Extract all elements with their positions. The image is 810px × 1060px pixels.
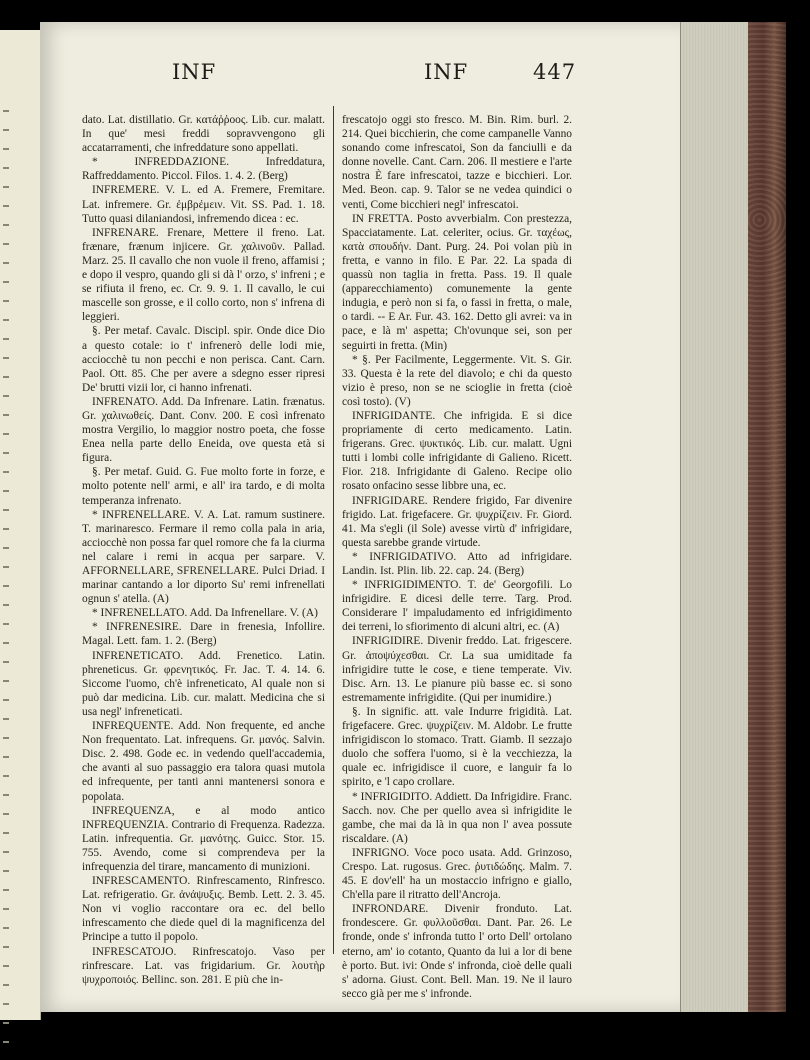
dictionary-entry: INFRIGIDARE. Rendere frigido, Far divenire frigido. Lat. frigefacere. Gr. ψυχρίζειν. Fr. Giord. 41. Ma s'egli (il Sole) avesse virtù d' infrigidare, questa sarebbe grande virtude. <box>342 494 572 549</box>
dictionary-entry: §. In signific. att. vale Indurre frigidità. Lat. frigefacere. Grec. ψυχρίζειν. M. Aldobr. Le frutte infrigidiscon lo stomaco. Tratt. Giamb. Il sezzajo duolo che soffera l'uomo, si è la vecchiezza, la quale ec. infrigidisce il cuore, e languir fa lo spirito, e 'l capo crollare. <box>342 705 572 789</box>
dictionary-entry: INFRIGNO. Voce poco usata. Add. Grinzoso, Crespo. Lat. rugosus. Grec. ῥυτιδώδης. Malm. 7. 45. E dov'ell' ha un mostaccio infrigno e giallo, Ch'ella pare il ritratto dell'Ancroja. <box>342 846 572 902</box>
dictionary-entry: INFRENETICATO. Add. Frenetico. Latin. phreneticus. Gr. φρενητικός. Fr. Jac. T. 4. 14. 6. Siccome l'uomo, ch'è infreneticato, Al quale non si può dar medicina. Lib. cur. malatt. Medicina che si usa negl' infreneticati. <box>82 649 325 718</box>
dictionary-entry: INFREQUENTE. Add. Non frequente, ed anche Non frequentato. Lat. infrequens. Gr. μανός. Salvin. Disc. 2. 498. Gode ec. in vedendo quell'accademia, che avanti al suo passaggio era talora quasi mutola ed infrequente, per tanti anni mantenersi sonora e popolata. <box>82 720 325 803</box>
dictionary-entry: * INFRENELLARE. V. A. Lat. ramum sustinere. T. marinaresco. Fermare il remo colla pala in aria, acciocchè non possa far quel romore che fa la ciurma nel calare i remi in acqua per sarpare. V. AFFORNELLARE, SFRENELLARE. Pulci Driad. I marinar cantando a lor diporto Su' remi infrenellati ognun s' atella. (A) <box>82 508 325 606</box>
dictionary-entry: INFRIGIDIRE. Divenir freddo. Lat. frigescere. Gr. ἀποψύχεσθαι. Cr. La sua umiditade fa infrigidire tutte le cose, e tiene temperate. Viv. Disc. Arn. 13. Le pianure più basse ec. si sono estremamente infrigidite. (Qui per inumidire.) <box>342 635 572 704</box>
dictionary-entry: * INFRENESIRE. Dare in frenesia, Infollire. Magal. Lett. fam. 1. 2. (Berg) <box>82 621 325 648</box>
facing-page-text-fragments <box>3 110 13 1060</box>
dictionary-entry: * INFRIGIDATIVO. Atto ad infrigidare. Landin. Ist. Plin. lib. 22. cap. 24. (Berg) <box>342 550 572 577</box>
dictionary-entry: INFRESCATOJO. Rinfrescatojo. Vaso per rinfrescare. Lat. vas frigidarium. Gr. λουτὴρ ψυχροποιός. Bellinc. son. 281. E più che in- <box>82 945 325 986</box>
right-column <box>342 113 572 1001</box>
facing-page-edge <box>0 30 41 1020</box>
page-block-edge <box>680 22 751 1012</box>
dictionary-entry: INFRONDARE. Divenir fronduto. Lat. frondescere. Gr. φυλλοῦσθαι. Dant. Par. 26. Le fronde, onde s' infronda tutto l' orto Dell' ortolano eterno, am' io cotanto, Quanto da lui a lor di bene è porto. But. ivi: Onde s' infronda, cioè delle quali s' adorna. Giust. Cont. Bell. Man. 19. Ne il lauro secco già per me s' infronde. <box>342 903 572 1000</box>
dictionary-entry: INFRENATO. Add. Da Infrenare. Latin. frænatus. Gr. χαλινωθείς. Dant. Conv. 200. E così infrenato mostra Vergilio, lo maggior nostro poeta, che fosse Enea nella parte dello Eneida, ove questa età si figura. <box>82 395 325 465</box>
running-head-right: INF <box>424 60 469 84</box>
dictionary-entry: * INFREDDAZIONE. Infreddatura, Raffreddamento. Piccol. Filos. 1. 4. 2. (Berg) <box>82 156 325 183</box>
column-divider <box>333 106 334 954</box>
dictionary-entry: dato. Lat. distillatio. Gr. κατάῤῥοος. Lib. cur. malatt. In que' mesi freddi sopravvengono gli accatarramenti, che infreddature sono appellati. <box>82 114 325 155</box>
dictionary-entry: INFREQUENZA, e al modo antico INFREQUENZIA. Contrario di Frequenza. Radezza. Latin. infrequentia. Gr. μανότης. Guicc. Stor. 15. 755. Avendo, come si comprendeva per la infrequenzia del tirare, mancamento di munizioni. <box>82 804 325 873</box>
running-head-left: INF <box>172 60 217 84</box>
dictionary-entry: IN FRETTA. Posto avverbialm. Con prestezza, Spacciatamente. Lat. celeriter, ocius. Gr. ταχέως, κατὰ σπουδήν. Dant. Purg. 24. Poi volan più in fretta, e vanno in filo. E Par. 22. La spada di quassù non taglia in fretta. Pass. 19. Il quale (apparecchiamento) comunemente la gente indugia, e però non si fa, o fassi in fretta, o male, o tardi. -- E Ar. Fur. 43. 162. Detto gli avrei: va in pace, e là m' aspetta; Ch'ovunque sei, son per seguirti in fretta. (Min) <box>342 212 572 352</box>
dictionary-entry: §. Per metaf. Cavalc. Discipl. spir. Onde dice Dio a questo cotale: io t' infrenerò delle lodi mie, acciocchè tu non pecchi e non perisca. Cant. Carn. Paol. Ott. 85. Che per avere a sdegno esser ripresi De' brutti vizii lor, ci hanno infrenati. <box>82 325 325 394</box>
dictionary-entry: INFRENARE. Frenare, Mettere il freno. Lat. frænare, frænum injicere. Gr. χαλινοῦν. Pallad. Marz. 25. Il cavallo che non vuole il freno, affamisi ; e dopo il vespro, quando gli si dà l' orzo, s' infreni ; e se rifiuta il freno, ec. Cr. 9. 9. 1. Il cavallo, le cui mascelle son grosse, e il collo corto, non s' infrena di leggieri. <box>82 226 325 324</box>
page-number: 447 <box>533 60 577 84</box>
left-column <box>82 113 325 987</box>
dictionary-entry: * §. Per Facilmente, Leggermente. Vit. S. Gir. 33. Questa è la rete del diavolo; e chi da questo vizio è preso, non se ne scioglie in fretta (cioè così tosto). (V) <box>342 353 572 408</box>
dictionary-entry: frescatojo oggi sto fresco. M. Bin. Rim. burl. 2. 214. Quei bicchierin, che come campanelle Vanno sonando come infrescatoi, Son da fanciulli e da donne novelle. Cant. Carn. 206. Il mestiere e l'arte nostra È fare infrescatoi, tazze e bicchieri. Lor. Med. Beon. cap. 9. Talor se ne vedea quindici o venti, Come bicchieri negl' infrescatoi. <box>342 114 572 211</box>
dictionary-entry: INFREMERE. V. L. ed A. Fremere, Fremitare. Lat. infremere. Gr. ἐμβρέμειν. Vit. SS. Pad. 1. 18. Tutto quasi dilaniandosi, infremendo dicea : ec. <box>82 184 325 225</box>
dictionary-entry: §. Per metaf. Guid. G. Fue molto forte in forze, e molto potente nell' armi, e all' ira tardo, e di molta temperanza infrenato. <box>82 466 325 507</box>
book-cover <box>748 22 786 1012</box>
dictionary-entry: INFRIGIDANTE. Che infrigida. E si dice propriamente di certo medicamento. Latin. frigerans. Grec. ψυκτικός. Lib. cur. malatt. Ugni tutti i lombi colle infrigidante di Galieno. Ricett. Fior. 218. Infrigidante di Galeno. Recipe olio rosato onfacino sesse libbre una, ec. <box>342 409 572 493</box>
dictionary-entry: * INFRENELLATO. Add. Da Infrenellare. V. (A) <box>92 607 318 620</box>
dictionary-entry: * INFRIGIDITO. Addiett. Da Infrigidire. Franc. Sacch. nov. Che per quello avea sì infrigidite le gambe, che mai da là in qua non l' avea possute riscaldare. (A) <box>342 790 572 845</box>
dictionary-entry: INFRESCAMENTO. Rinfrescamento, Rinfresco. Lat. refrigeratio. Gr. ἀνάψυξις. Bemb. Lett. 2. 3. 45. Non vi voglio raccontare ora ec. del bello infrescamento che diede quel di la magnificenza del Principe a tutto il popolo. <box>82 875 325 944</box>
dictionary-entry: * INFRIGIDIMENTO. T. de' Georgofili. Lo infrigidire. E dicesi delle terre. Targ. Prod. Considerare l' impaludamento ed infrigidimento dei terreni, lo sfiorimento di alcuni altri, ec. (A) <box>342 579 572 634</box>
